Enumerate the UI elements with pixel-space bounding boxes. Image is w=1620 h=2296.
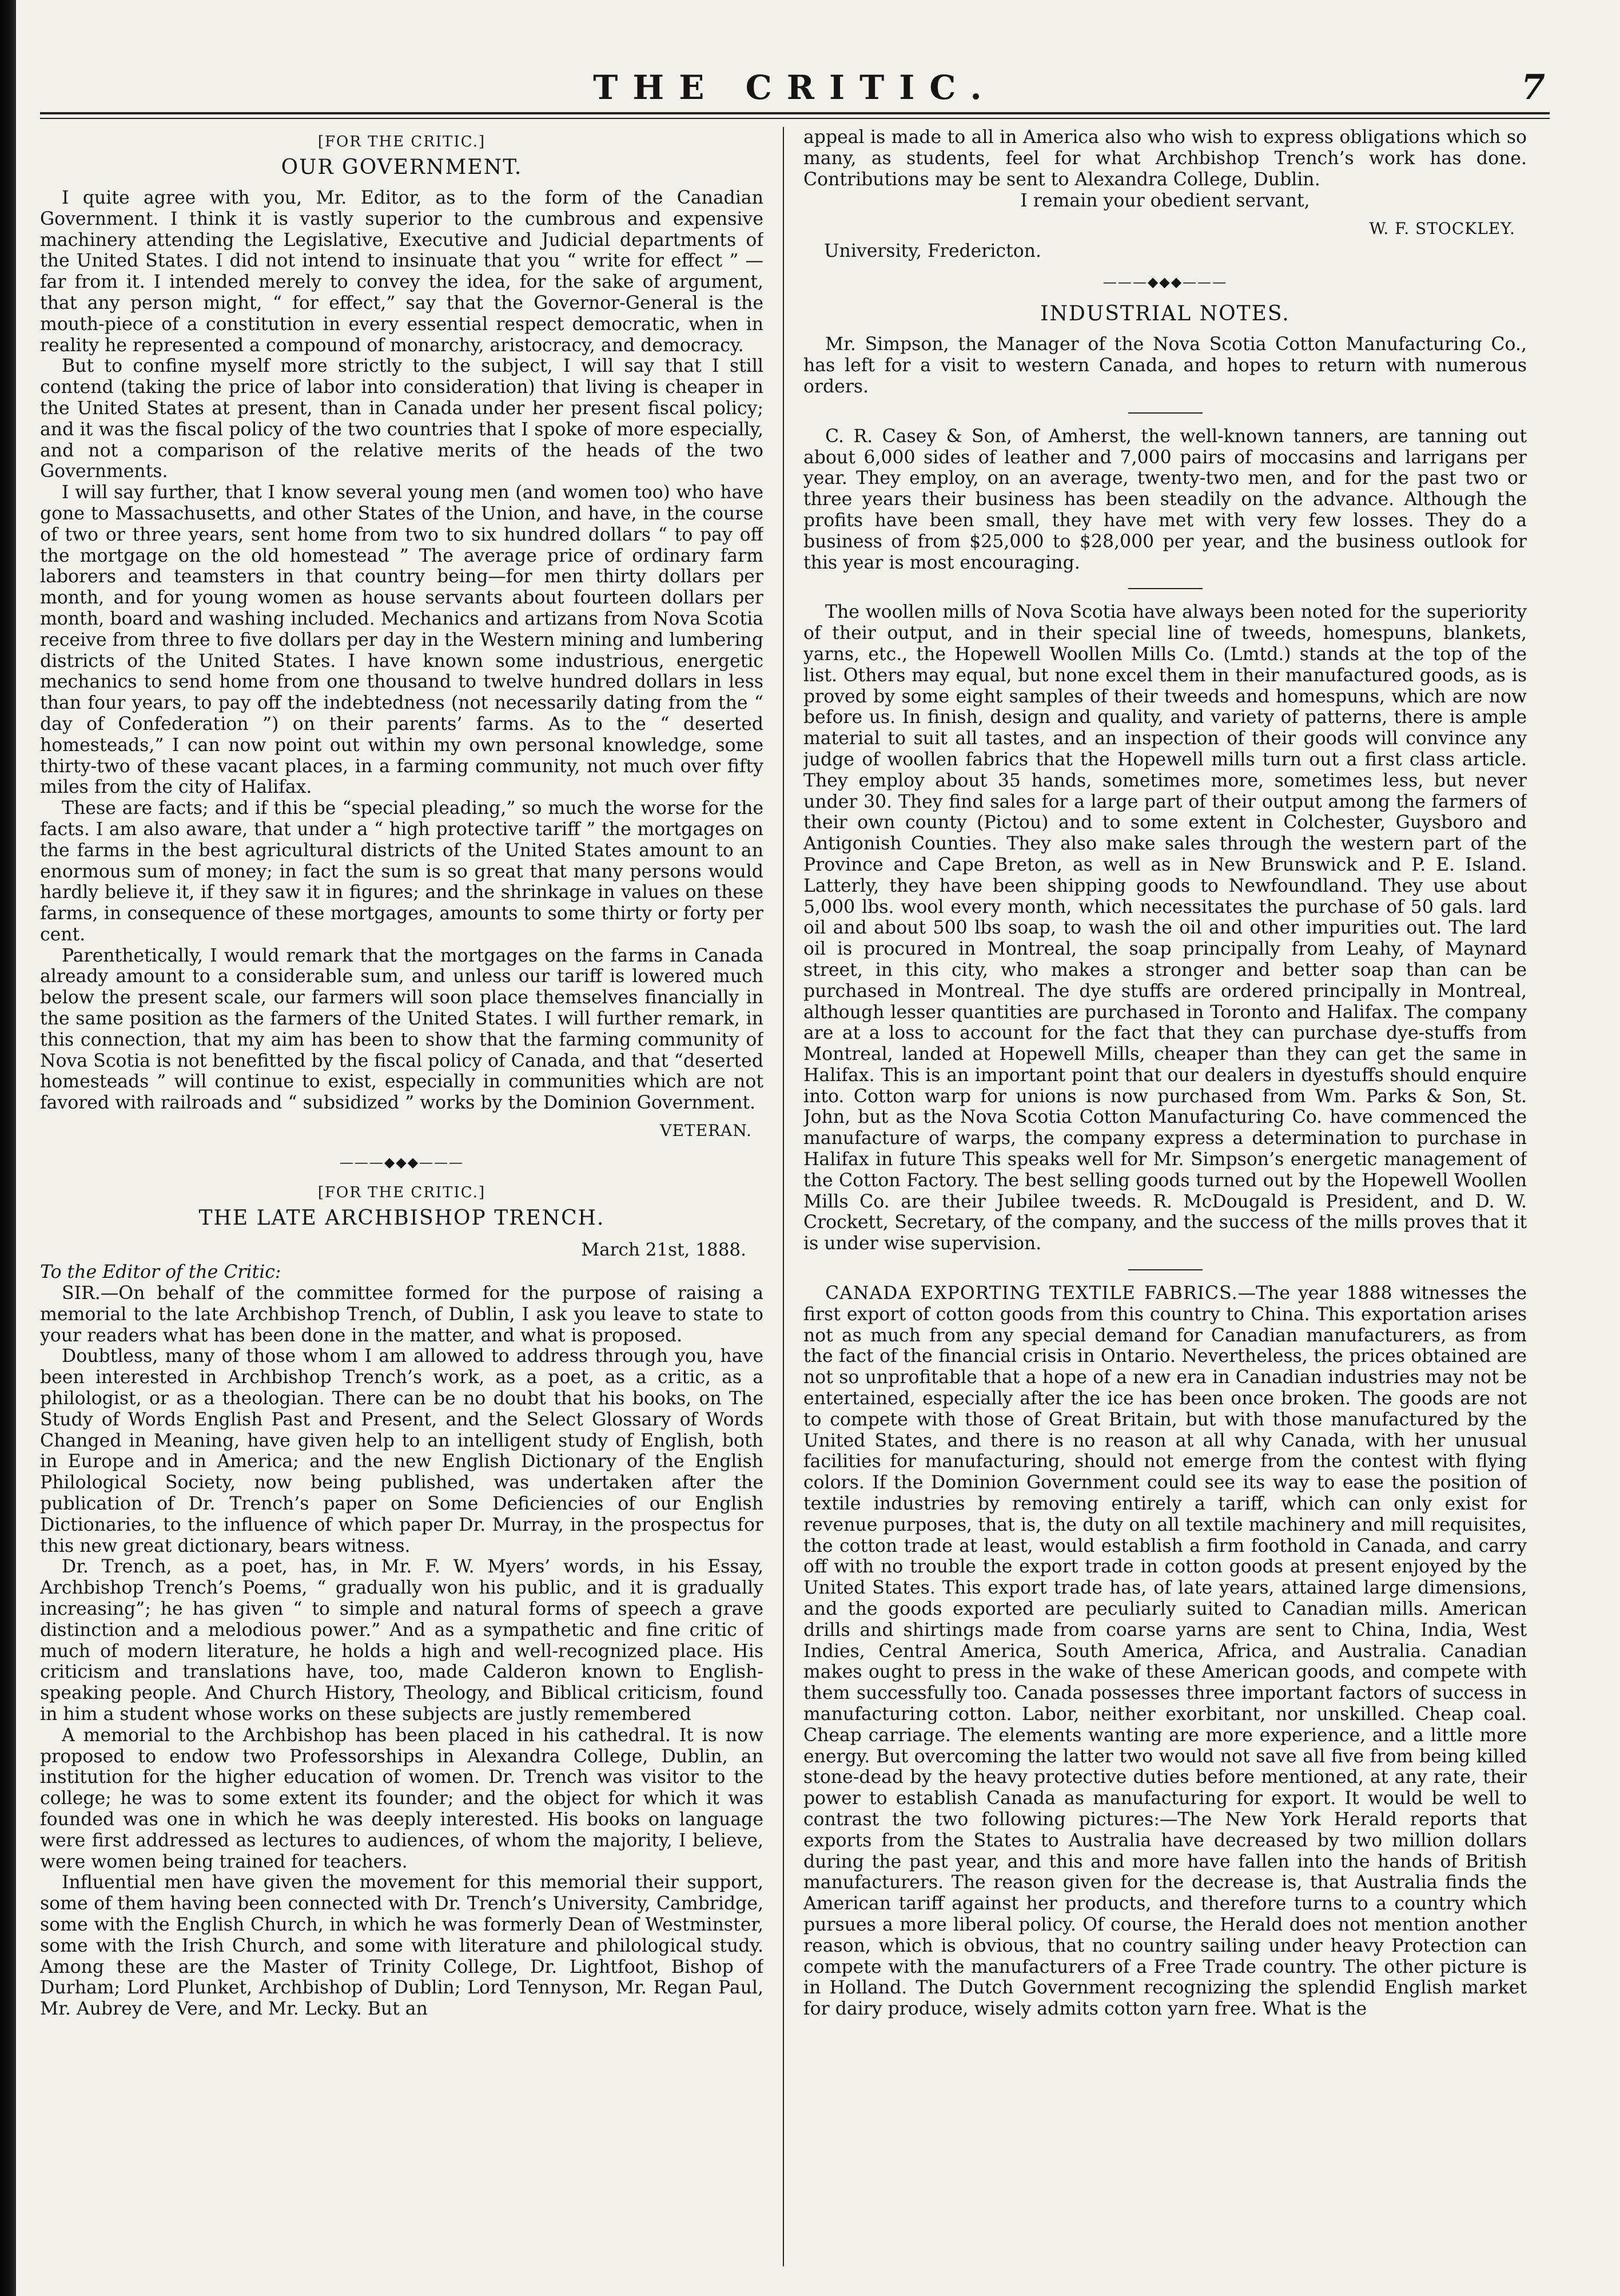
note-separator	[1128, 1269, 1203, 1270]
closing: I remain your obedient servant,	[1020, 190, 1310, 212]
paragraph: These are facts; and if this be “special pleading,” so much the worse for the facts. I am also aware, that under a “ high protective tariff ” the mortgages on the farms in the best agricultural districts of the United States amount to an enormous sum of money; in fact the sum is so great that many persons would hardly believe it, if they saw it in figures; and the shrinkage in values on these farms, in consequence of these mortgages, amounts to some thirty or forty per cent.	[40, 798, 763, 945]
masthead-rule	[40, 112, 1550, 119]
note-body: —The year 1888 witnesses the first export of cotton goods from this country to China. This exportation arises not as much from any special demand for Canadian manufacturers, as from the fact of the financial crisis in Ontario. Nevertheless, the prices obtained are not so unprofitable that a hope of a new era in Canadian industries may not be entertained, especially after the ice has been once broken. The goods are not to compete with those of Great Britain, but with those manufactured by the United States, and there is no reason at all why Canada, with her unusual facilities for manufacturing, should not emerge from the contest with flying colors. If the Dominion Government could see its way to ease the position of textile industries by removing entirely a tariff, which can only exist for revenue purposes, that is, the duty on all textile machinery and mill requisites, the cotton trade at least, would establish a firm foothold in Canada, and carry off with no trouble the export trade in cotton goods at present enjoyed by the United States. This export trade has, of late years, attained large dimensions, and the goods exported are peculiarly suited to Canadian mills. American drills and shirtings made from coarse yarns are sent to China, India, West Indies, Central America, South America, Africa, and Australia. Canadian makes ought to press in the wake of these American goods, and compete with them successfully too. Canada possesses three important factors of success in manufacturing cotton. Labor, neither exorbitant, nor unskilled. Cheap coal. Cheap carriage. The elements wanting are more experience, and a little more energy. But overcoming the latter two would not save all five from being killed stone-dead by the heavy protective duties before mentioned, at any rate, their power to establish Canada as manufacturing for export. It would be well to contrast the two following pictures:—The New York Herald reports that exports from the States to Australia have decreased by two million dollars during the past year, and this and more have fallen into the hands of British manufacturers. The reason given for the decrease is, that Australia finds the American tariff against her products, and therefore turns to a country which pursues a more liberal policy. Of course, the Herald does not mention another reason, which is obvious, that no country sailing under heavy Protection can compete with the manufacturers of a Free Trade country. The other picture is in Holland. The Dutch Government recognizing the splendid English market for dairy produce, wisely admits cotton yarn free. What is the	[803, 1283, 1527, 2020]
paragraph: I quite agree with you, Mr. Editor, as to the form of the Canadian Government. I think it is vastly superior to the cumbrous and expensive machinery attending the Legislative, Executive and Judicial departments of the United States. I did not intend to insinuate that you “ write for effect ” —far from it. I intended merely to convey the idea, for the sake of argument, that any person might, “ for effect,” say that the Governor-General is the mouth-piece of a constitution in every essential respect democratic, when in reality he represented a compound of monarchy, aristocracy, and democracy.	[40, 188, 763, 356]
note-separator	[1128, 412, 1203, 414]
left-column	[40, 127, 763, 2266]
article-tag: [FOR THE CRITIC.]	[317, 133, 486, 150]
paragraph: But to confine myself more strictly to the subject, I will say that I still contend (taking the price of labor into consideration) that living is cheaper in the United States at present, than in Canada under her present fiscal policy; and it was the fiscal policy of the two countries that I spoke of more especially, and not a comparison of the relative merits of the heads of the two Governments.	[40, 356, 763, 482]
paragraph: Doubtless, many of those whom I am allowed to address through you, have been interested in Archbishop Trench’s work, as a poet, as a critic, as a philologist, or as a theologian. There can be no doubt that his books, on The Study of Words English Past and Present, and the Select Glossary of Words Changed in Meaning, have given help to an intelligent study of English, both in Europe and in America; and the new English Dictionary of the English Philological Society, now being published, was undertaken after the publication of Dr. Trench’s paper on Some Deficiencies of our English Dictionaries, to the influence of which paper Dr. Murray, in the prospectus for this new great dictionary, bears witness.	[40, 1346, 763, 1556]
section-industrial-notes	[803, 301, 1527, 2020]
article-date: March 21st, 1888.	[581, 1240, 746, 1261]
article-archbishop-trench	[40, 1181, 763, 2020]
paragraph: Influential men have given the movement for this memorial their support, some of them having been connected with Dr. Trench’s University, Cambridge, some with the English Church, in which he was formerly Dean of Westminster, some with the Irish Church, and some with literature and philological study. Among these are the Master of Trinity College, Dr. Lightfoot, Bishop of Durham; Lord Plunket, Archbishop of Dublin; Lord Tennyson, Mr. Regan Paul, Mr. Aubrey de Vere, and Mr. Lecky. But an	[40, 1872, 763, 2020]
note-item: C. R. Casey & Son, of Amherst, the well-known tanners, are tanning out about 6,000 sides of leather and 7,000 pairs of moccasins and larrigans per year. They employ, on an average, twenty-two men, and for the past two or three years their business has been steadily on the advance. Although the profits have been small, they have met with very few losses. They do a business of from $25,000 to $28,000 per year, and the business outlook for this year is most encouraging.	[803, 426, 1527, 573]
right-column	[803, 127, 1527, 2266]
paragraph: Dr. Trench, as a poet, has, in Mr. F. W. Myers’ words, in his Essay, Archbishop Trench’s Poems, “ gradually won his public, and it is gradually increasing”; he has given “ to simple and natural forms of speech a grave distinction and a melodious power.” And as a sympathetic and fine critic of much of modern literature, he holds a high and well-recognized place. His criticism and translations have, too, made Calderon known to English-speaking people. And Church History, Theology, and Biblical criticism, found in him a student whose works on these subjects are justly remembered	[40, 1556, 763, 1725]
section-title: INDUSTRIAL NOTES.	[1040, 302, 1290, 326]
column-divider	[783, 127, 784, 2266]
article-our-government	[40, 130, 763, 1142]
ornament-divider: ———◆◆◆———	[1102, 274, 1228, 291]
paragraph: SIR.—On behalf of the committee formed for the purpose of raising a memorial to the late Archbishop Trench, of Dublin, I ask you leave to state to your readers what has been done in the matter, and what is proposed.	[40, 1283, 763, 1346]
page-number: 7	[1521, 67, 1545, 108]
article-archbishop-trench-continued	[803, 127, 1527, 262]
salutation: To the Editor of the Critic:	[40, 1262, 281, 1283]
article-title: THE LATE ARCHBISHOP TRENCH.	[198, 1206, 605, 1230]
note-separator	[1128, 588, 1203, 589]
note-item: The woollen mills of Nova Scotia have always been noted for the superiority of their output, and in their special line of tweeds, homespuns, blankets, yarns, etc., the Hopewell Woollen Mills Co. (Lmtd.) stands at the top of the list. Others may equal, but none excel them in their manufactured goods, as is proved by some eight samples of their tweeds and homespuns, which are now before us. In finish, design and quality, and variety of patterns, there is ample material to suit all tastes, and an inspection of their goods will convince any judge of woollen fabrics that the Hopewell mills turn out a first class article. They employ about 35 hands, sometimes more, sometimes less, but never under 30. They find sales for a large part of their output among the farmers of their own county (Pictou) and to some extent in Colchester, Guysboro and Antigonish Counties. They also make sales through the western part of the Province and Cape Breton, as well as in New Brunswick and P. E. Island. Latterly, they have been shipping goods to Newfoundland. They use about 5,000 lbs. wool every month, which necessitates the purchase of 50 gals. lard oil and about 500 lbs soap, to wash the oil and other impurities out. The lard oil is procured in Montreal, the soap principally from Leahy, of Maynard street, in this city, who makes a stronger and better soap than can be purchased in Montreal. The dye stuffs are ordered principally in Montreal, although lesser quantities are purchased in Toronto and Halifax. The company are at a loss to account for the fact that they can purchase dye-stuffs from Montreal, landed at Hopewell Mills, cheaper than they can get the same in Halifax. This is an important point that our dealers in dyestuffs should enquire into. Cotton warp for unions is now purchased from Wm. Parks & Son, St. John, but as the Nova Scotia Cotton Manufacturing Co. have commenced the manufacture of warps, the company express a determination to purchase in Halifax in future This speaks well for Mr. Simpson’s energetic management of the Cotton Factory. The best selling goods turned out by the Hopewell Woollen Mills Co. are their Jubilee tweeds. R. McDougald is President, and D. W. Crockett, Secretary, of the company, and the success of the mills proves that it is under wise supervision.	[803, 602, 1527, 1254]
article-title: OUR GOVERNMENT.	[281, 156, 523, 179]
columns	[40, 127, 1550, 2266]
binding-edge	[0, 0, 16, 2296]
paragraph: I will say further, that I know several young men (and women too) who have gone to Massachusetts, and other States of the Union, and have, in the course of two or three years, sent home from two to six hundred dollars “ to pay off the mortgage on the old homestead ” The average price of ordinary farm laborers and teamsters in that country being—for men thirty dollars per month, and for young women as house servants about fourteen dollars per month, board and washing included. Mechanics and artizans from Nova Scotia receive from three to five dollars per day in the Western mining and lumbering districts of the United States. I have known some industrious, energetic mechanics to send home from one thousand to twelve hundred dollars in less than four years, to pay off the indebtedness (not necessarily dating from the “ day of Confederation ”) on their parents’ farms. As to the “ deserted homesteads,” I can now point out within my own personal knowledge, some thirty-two of these vacant places, in a farming community, not much over fifty miles from the city of Halifax.	[40, 482, 763, 798]
note-item: Mr. Simpson, the Manager of the Nova Scotia Cotton Manufacturing Co., has left for a visit to western Canada, and hopes to return with numerous orders.	[803, 334, 1527, 397]
signature: VETERAN.	[660, 1121, 752, 1141]
newspaper-page	[40, 63, 1550, 2271]
article-tag: [FOR THE CRITIC.]	[317, 1184, 486, 1202]
note-item	[803, 1283, 1527, 2020]
paragraph: Parenthetically, I would remark that the mortgages on the farms in Canada already amount to a considerable sum, and unless our tariff is lowered much below the present scale, our farmers will soon place themselves financially in the same position as the farmers of the United States. I will further remark, in this connection, that my aim has been to show that the farming community of Nova Scotia is not benefitted by the fiscal policy of Canada, and that “deserted homesteads ” will continue to exist, especially in communities which are not favored with railroads and “ subsidized ” works by the Dominion Government.	[40, 945, 763, 1114]
paragraph: A memorial to the Archbishop has been placed in his cathedral. It is now proposed to endow two Professorships in Alexandra College, Dublin, an institution for the higher education of women. Dr. Trench was visitor to the college; he was to some extent its founder; and the object for which it was founded was one in which he was deeply interested. His books on language were first addressed as lectures to audiences, of whom the majority, I believe, were women being trained for teachers.	[40, 1725, 763, 1872]
signature: W. F. STOCKLEY.	[1369, 219, 1515, 239]
note-lead: CANADA EXPORTING TEXTILE FABRICS.	[825, 1283, 1238, 1304]
paragraph: appeal is made to all in America also who wish to express obligations which so many, as students, feel for what Archbishop Trench’s work has done. Contributions may be sent to Alexandra College, Dublin.	[803, 127, 1527, 190]
masthead	[40, 63, 1550, 112]
place: University, Fredericton.	[824, 241, 1041, 262]
masthead-title: THE CRITIC.	[593, 68, 997, 107]
ornament-divider: ———◆◆◆———	[339, 1154, 464, 1171]
